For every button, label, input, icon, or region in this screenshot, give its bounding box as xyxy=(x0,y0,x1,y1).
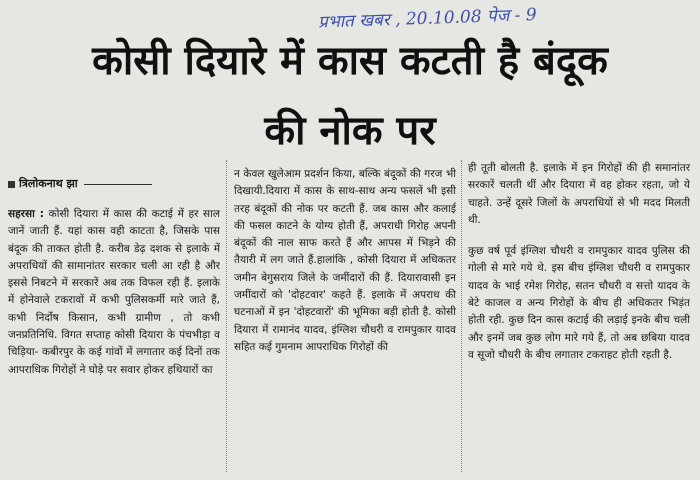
square-bullet-icon xyxy=(8,181,15,188)
column-1-text: कोसी दियारा में कास की कटाई में हर साल जानें जाती हैं. यहां कास वही काटता है, जिसके पास बंदूक की ताकत होती है. करीब डेढ़ दशक से इलाके में अपराधियों की सामानांतर सरकार चली आ रही है और इससे निबटने में सरकारें अब तक विफल रही हैं. इलाके में होनेवाले टकरावों में कभी पुलिसकर्मी मारे जाते हैं, कभी निर्दोष किसान, कभी ग्रामीण , तो कभी जनप्रतिनिधि. विगत सप्ताह कोसी दियारा के पंचभीड़ा व चिड़िया- कबीरपुर के कई गांवों में लगातार कई दिनों तक आपराधिक गिरोहों ने घोड़े पर सवार होकर हथियारों का xyxy=(8,208,220,376)
byline-rule xyxy=(84,184,152,185)
handwritten-annotation: प्रभात खबर , 20.10.08 पेज - 9 xyxy=(317,4,537,33)
column-divider xyxy=(226,160,227,472)
dateline: सहरसा : xyxy=(8,208,44,220)
column-3-paragraph-2: कुछ वर्ष पूर्व इंग्लिश चौधरी व रामपुकार यादव पुलिस की गोली से मारे गये थे. इस बीच इंग्लिश चौधरी व रामपुकार यादव के भाई रमेश गिरोह, सतन चौधरी व सत्तो यादव के बेटे काजल व अन्य गिरोहों के बीच ही अधिकतर भिड़ंत होती रही. कुछ दिन कास कटाई की लड़ाई इनके बीच चली और इनमें जब कुछ लोग मारे गये हैं, तो अब छबिया यादव व सूजो चौधरी के बीच लगातार टकराहट होती रहती है. xyxy=(468,245,690,361)
headline xyxy=(0,26,700,166)
article-column-1 xyxy=(8,206,220,472)
column-3-paragraph-1: ही तूती बोलती है. इलाके में इन गिरोहों की ही समानांतर सरकारें चलती थीं और दियारा में वह होकर रहता, जो ये चाहते. उन्हें दूसरे जिलों के अपराधियों से भी मदद मिलती थी. xyxy=(468,162,690,226)
article-column-3 xyxy=(468,160,690,472)
column-2-text: न केवल खुलेआम प्रदर्शन किया, बल्कि बंदूकों की गरज भी दिखायी.दियारा में कास के साथ-साथ अन्य फसलें भी इसी तरह बंदूकों की नोक पर कटती हैं. जब कास और कलाई की फसल काटने के योग्य होती हैं, अपराधी गिरोह अपनी बंदूकों की नाल साफ करते हैं और आपस में भिड़ने की तैयारी में लग जाते हैं.हालांकि , कोसी दियारा में अधिकतर जमीन बेगुसराय जिले के जमींदारों की हैं. दियारावासी इन जमींदारों को 'दोहटवार' कहते हैं. इलाके में अपराध की घटनाओं में इन 'दोहटवारों' की भूमिका बड़ी होती है. कोसी दियारा में रामानंद यादव, इंग्लिश चौधरी व रामपुकार यादव सहित कई गुमनाम आपराधिक गिरोहों की xyxy=(234,168,456,353)
column-divider xyxy=(461,160,462,472)
article-column-2 xyxy=(234,166,456,472)
byline xyxy=(8,176,238,192)
byline-author: त्रिलोकनाथ झा xyxy=(19,177,78,190)
headline-line-2: की नोक पर xyxy=(264,108,436,154)
headline-line-1: कोसी दियारे में कास कटती है बंदूक xyxy=(92,38,608,84)
